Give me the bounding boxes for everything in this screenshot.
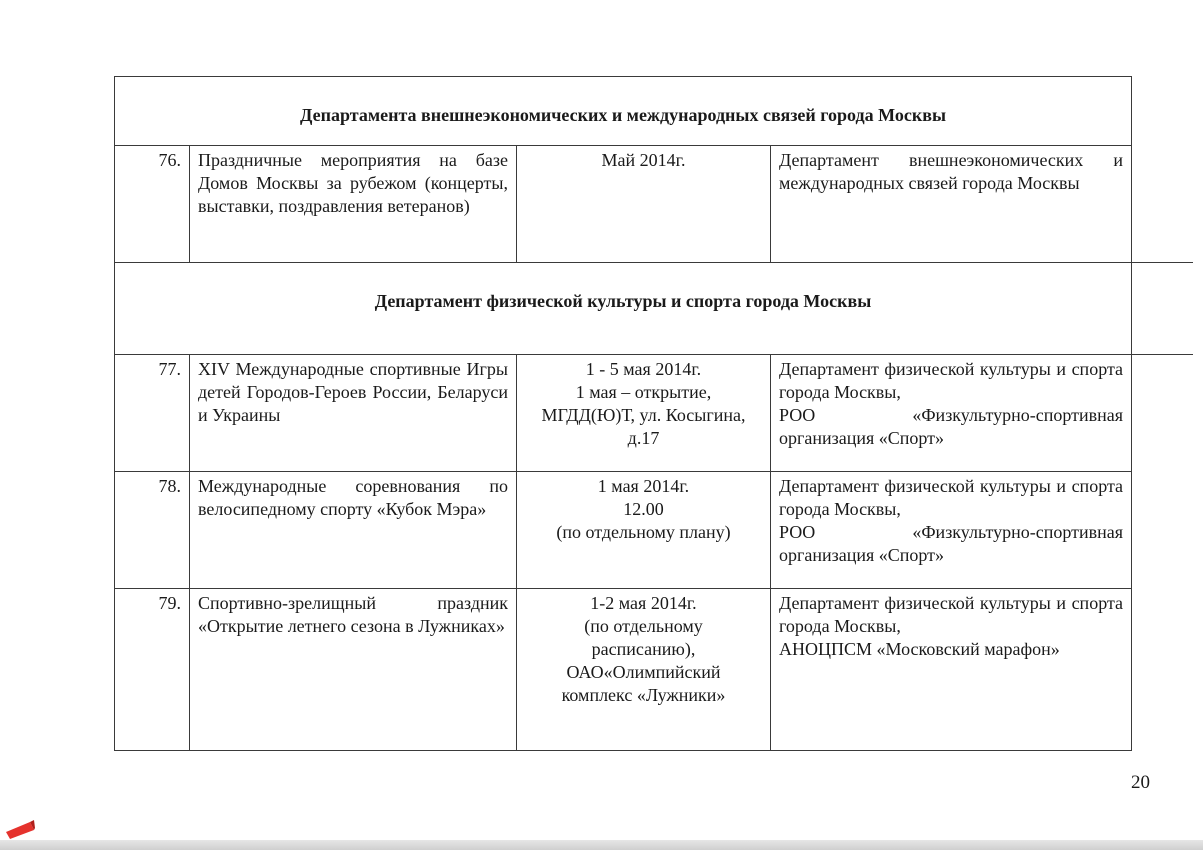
section-title: Департамента внешнеэкономических и международных связей города Москвы <box>115 77 1132 146</box>
scan-line-artifact <box>1131 354 1193 355</box>
organizer: Департамент физической культуры и спорта города Москвы, РОО «Физкультурно-спортивная организация «Спорт» <box>771 472 1132 589</box>
event-name: Спортивно-зрелищный праздник «Открытие летнего сезона в Лужниках» <box>190 589 517 751</box>
table-row <box>115 589 1132 751</box>
row-number: 77. <box>115 355 190 472</box>
table-row <box>115 472 1132 589</box>
organizer: Департамент физической культуры и спорта города Москвы, АНОЦПСМ «Московский марафон» <box>771 589 1132 751</box>
scan-line-artifact <box>1131 262 1193 263</box>
organizer: Департамент физической культуры и спорта города Москвы, РОО «Физкультурно-спортивная организация «Спорт» <box>771 355 1132 472</box>
event-date: 1-2 мая 2014г. (по отдельному расписанию), ОАО«Олимпийский комплекс «Лужники» <box>517 589 771 751</box>
event-name: Праздничные мероприятия на базе Домов Москвы за рубежом (концерты, выставки, поздравления ветеранов) <box>190 146 517 263</box>
table-row <box>115 146 1132 263</box>
event-date: 1 - 5 мая 2014г. 1 мая – открытие, МГДД(Ю)Т, ул. Косыгина, д.17 <box>517 355 771 472</box>
events-table <box>114 76 1132 751</box>
section-header-row <box>115 263 1132 355</box>
event-name: XIV Международные спортивные Игры детей Городов-Героев России, Беларуси и Украины <box>190 355 517 472</box>
event-date: Май 2014г. <box>517 146 771 263</box>
section-header-row <box>115 77 1132 146</box>
table-row <box>115 355 1132 472</box>
scan-bottom-edge <box>0 840 1203 850</box>
event-name: Международные соревнования по велосипедному спорту «Кубок Мэра» <box>190 472 517 589</box>
organizer: Департамент внешнеэкономических и международных связей города Москвы <box>771 146 1132 263</box>
section-title: Департамент физической культуры и спорта города Москвы <box>115 263 1132 355</box>
event-date: 1 мая 2014г. 12.00 (по отдельному плану) <box>517 472 771 589</box>
corner-logo-icon <box>4 818 36 840</box>
row-number: 79. <box>115 589 190 751</box>
page-number: 20 <box>1131 772 1150 793</box>
row-number: 76. <box>115 146 190 263</box>
row-number: 78. <box>115 472 190 589</box>
